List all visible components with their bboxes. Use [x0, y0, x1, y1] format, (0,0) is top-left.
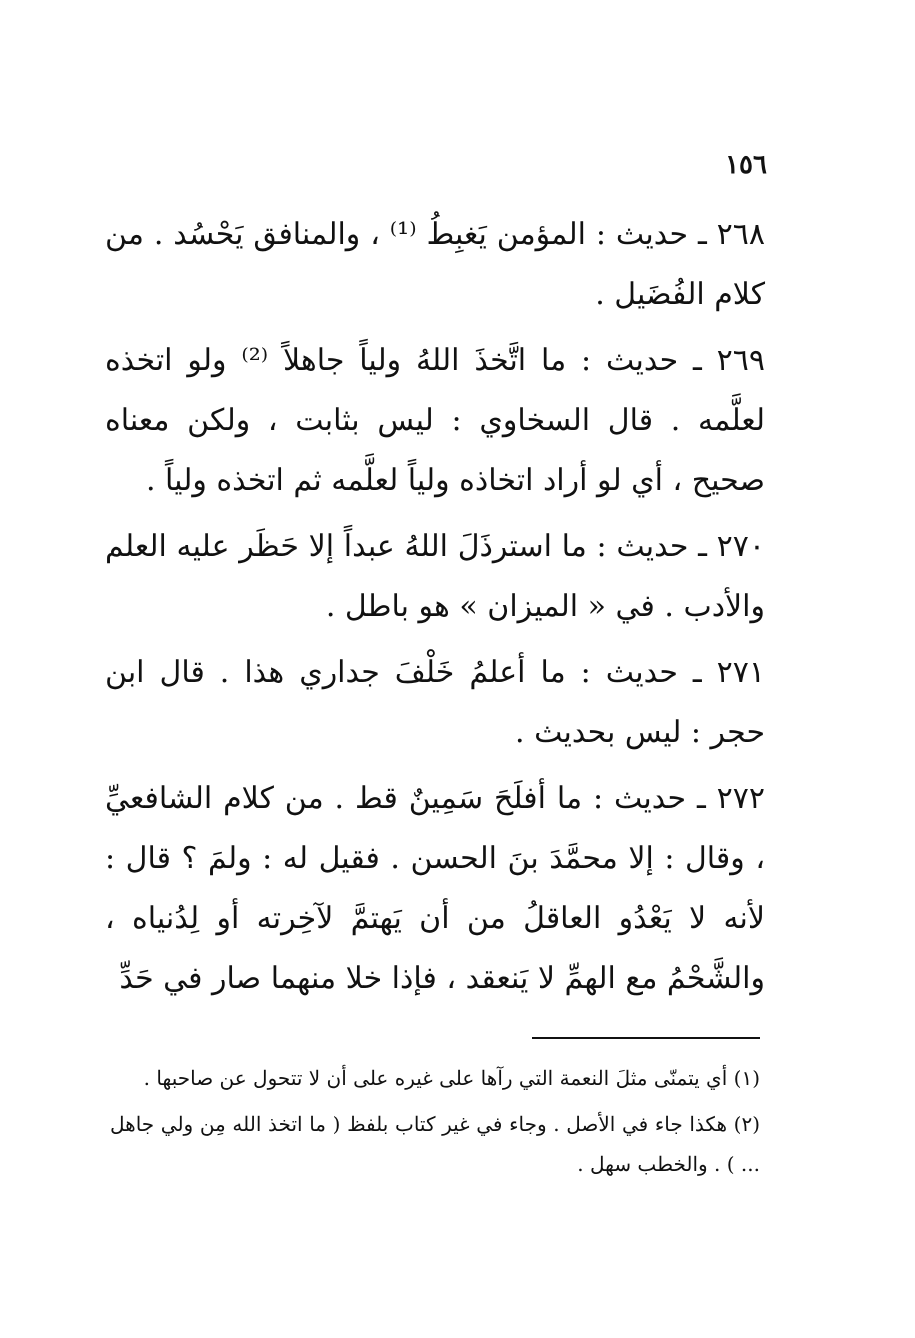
footnote-1: (١) أي يتمنّى مثلَ النعمة التي رآها على غيره على أن لا تتحول عن صاحبها . — [143, 1066, 760, 1090]
page-number: ١٥٦ — [725, 150, 767, 180]
footnote-separator — [532, 1037, 760, 1039]
main-text — [105, 205, 765, 1015]
hadith-entry-270: ٢٧٠ ـ حديث : ما استرذَلَ اللهُ عبداً إلا حَظَر عليه العلم والأدب . في « الميزان » هو باطل . — [105, 529, 765, 624]
hadith-entry-271: ٢٧١ ـ حديث : ما أعلمُ خَلْفَ جداري هذا . قال ابن حجر : ليس بحديث . — [105, 655, 765, 750]
hadith-entry-268: ٢٦٨ ـ حديث : المؤمن يَغبِطُ ⁽¹⁾ ، والمنافق يَحْسُد . من كلام الفُضَيل . — [105, 217, 765, 312]
footnotes — [110, 1058, 760, 1190]
hadith-entry-269: ٢٦٩ ـ حديث : ما اتَّخذَ اللهُ ولياً جاهلاً ⁽²⁾ ولو اتخذه لعلَّمه . قال السخاوي : ليس بثابت ، ولكن معناه صحيح ، أي لو أراد اتخاذه ولياً لعلَّمه ثم اتخذه ولياً . — [105, 343, 765, 498]
hadith-entry-272: ٢٧٢ ـ حديث : ما أفلَحَ سَمِينٌ قط . من كلام الشافعيِّ ، وقال : إلا محمَّدَ بنَ الحسن . فقيل له : ولمَ ؟ قال : لأنه لا يَعْدُو العاقلُ من أن يَهتمَّ لآخِرته أو لِدُنياه ، والشَّحْمُ مع الهمِّ لا يَنعقد ، فإذا خلا منهما صار في حَدِّ — [105, 781, 765, 996]
footnote-2: (٢) هكذا جاء في الأصل . وجاء في غير كتاب بلفظ ( ما اتخذ الله مِن ولي جاهل ... ) . والخطب سهل . — [110, 1112, 760, 1176]
